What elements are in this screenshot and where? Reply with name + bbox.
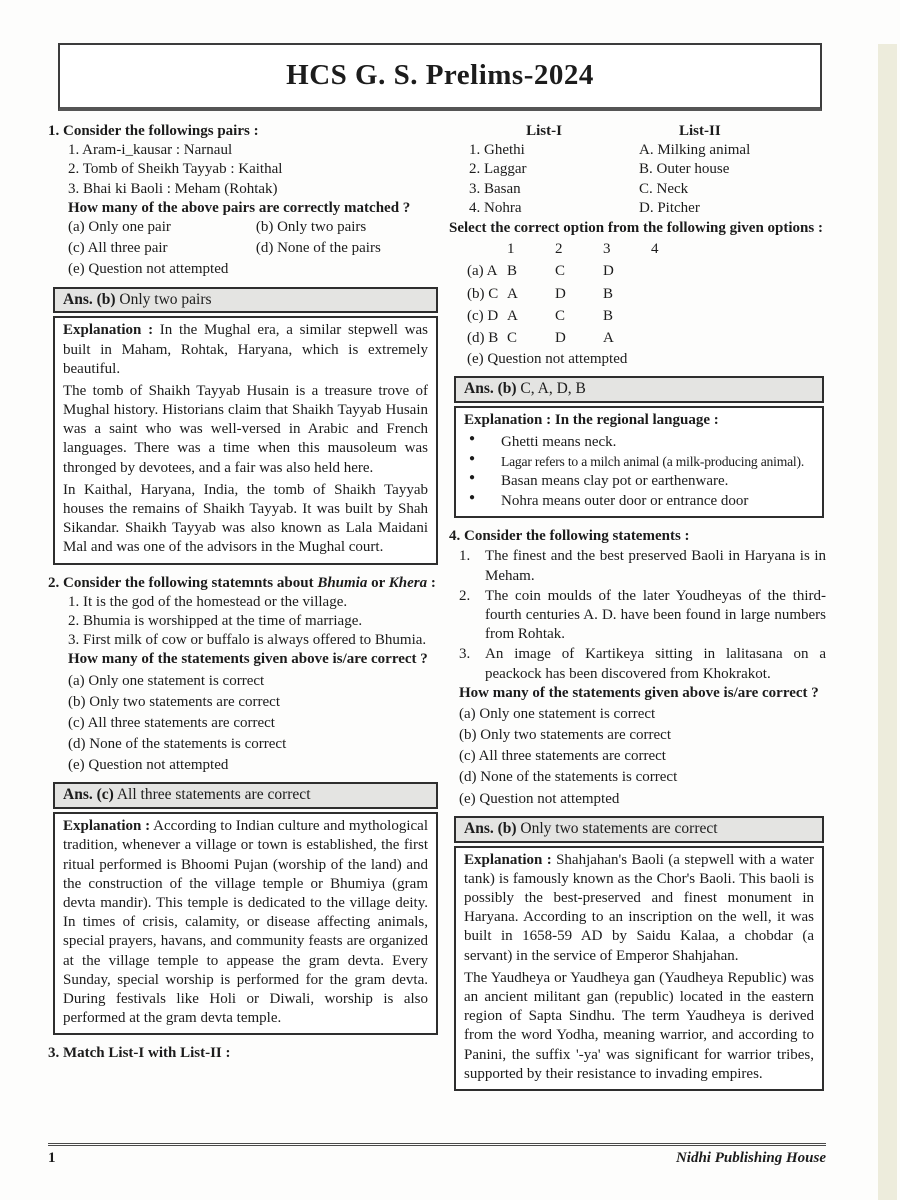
explanation-box-q2 xyxy=(53,812,438,1035)
statement-item: 2. Bhumia is worshipped at the time of marriage. xyxy=(68,612,363,629)
matrix-row-label: (a) A xyxy=(467,263,498,280)
matrix-header-cell: 2 xyxy=(555,241,563,258)
match-lists xyxy=(449,122,826,218)
matrix-cell: D xyxy=(603,263,614,280)
explanation-box-q4 xyxy=(454,846,824,1091)
list1-item: 3. Basan xyxy=(469,180,521,197)
question-4-options xyxy=(459,705,826,809)
explanation-paragraph: In the Mughal era, a similar stepwell was built in Maham, Rohtak, Haryana, which is extremely beautiful. xyxy=(63,322,428,377)
content-columns xyxy=(48,122,826,1100)
page-title: HCS G. S. Prelims-2024 xyxy=(286,59,594,92)
statement-item: 3. An image of Kartikeya sitting in lalitasana on a peackock has been discovered from Khokrakot. xyxy=(459,646,826,682)
list2-item: A. Milking animal xyxy=(639,142,751,159)
explanation-label: Explanation : In the regional language : xyxy=(464,412,719,429)
option-a: (a) Only one statement is correct xyxy=(459,705,656,722)
matrix-header-spacer xyxy=(467,240,507,259)
matrix-header-cell: 4 xyxy=(651,241,659,258)
explanation-paragraph: The tomb of Shaikh Tayyab Husain is a treasure trove of Mughal history. Historians claim that Shaikh Tayyab Husain was a saint who was well-versed in Arabic and French languages. There was a time when this mausoleum was thronged by devotees, and a fair was also held here. xyxy=(63,382,428,476)
matrix-cell: A xyxy=(603,329,614,346)
matrix-cell: C xyxy=(555,263,566,280)
list1-item: 2. Laggar xyxy=(469,161,527,178)
question-4-prompt: How many of the statements given above is/are correct ? xyxy=(459,684,819,701)
question-3 xyxy=(48,1044,440,1063)
bullet-item: ● Ghetti means neck. xyxy=(464,433,814,452)
answer-label: Ans. (b) xyxy=(464,819,517,837)
answer-text: Only two pairs xyxy=(119,290,212,308)
list2-header: List-II xyxy=(679,123,721,139)
statement-item: 2. The coin moulds of the later Youdheyas of the third-fourth centuries A. D. have been found in large numbers from Rohtak. xyxy=(459,587,826,643)
matrix-cell: C xyxy=(507,329,518,346)
answer-box-q2 xyxy=(53,782,438,809)
matrix-row-label: (b) C xyxy=(467,285,499,302)
matrix-cell: D xyxy=(555,329,566,346)
matrix-cell: C xyxy=(555,307,566,324)
option-a: (a) Only one pair xyxy=(68,218,171,235)
list2-item: C. Neck xyxy=(639,180,689,197)
matrix-cell: B xyxy=(603,285,614,302)
explanation-label: Explanation : xyxy=(63,322,154,339)
publisher-name: Nidhi Publishing House xyxy=(675,1150,826,1166)
option-e: (e) Question not attempted xyxy=(68,261,229,278)
option-d: (d) None of the statements is correct xyxy=(68,736,287,753)
question-3-title: 3. Match List-I with List-II : xyxy=(48,1045,231,1062)
matrix-cell: D xyxy=(555,285,566,302)
option-c: (c) All three statements are correct xyxy=(459,748,666,765)
question-4-number: 4. xyxy=(449,528,461,545)
option-d: (d) None of the pairs xyxy=(255,240,381,257)
bullet-icon: ● xyxy=(469,433,476,445)
right-column xyxy=(449,122,826,1100)
explanation-paragraph: According to Indian culture and mythological tradition, whenever a village or town is established, the first ritual performed is Bhoomi Pujan (worship of the land) and the construction of the village temple or Bhumiya (gram devta mandir). This temple is dedicated to the village deity. In times of crisis, calamity, or disease affecting animals, special prayers, havans, and community feasts are organized at the village temple to appease the gram devta. Every Sunday, special worship is performed for the gram devta. During festivals like Holi or Diwali, worship is also performed at the gram devta temple. xyxy=(63,818,428,1027)
option-e: (e) Question not attempted xyxy=(68,757,229,774)
question-1-prompt: How many of the above pairs are correctly matched ? xyxy=(68,199,411,216)
explanation-label: Explanation : xyxy=(464,851,552,868)
explanation-paragraph: Shahjahan's Baoli (a stepwell with a water tank) is famously known as the Chor's Baoli. This baoli is possibly the best-preserved and finest monument in Haryana. According to an inscription on the well, it was built in 1658-59 AD by Saidu Kalaa, a chobdar (a servant) in the service of Emperor Shahjahan. xyxy=(464,851,815,964)
matrix-row-label: (c) D xyxy=(467,307,499,324)
option-a: (a) Only one statement is correct xyxy=(68,672,265,689)
question-1-options xyxy=(68,218,440,280)
question-1-title: 1. Consider the followings pairs : xyxy=(48,123,259,139)
option-b: (b) Only two statements are correct xyxy=(459,727,671,744)
question-2-statements xyxy=(68,593,440,651)
bullet-item: ● Lagar refers to a milch animal (a milk-producing animal). xyxy=(464,453,814,470)
option-c: (c) All three statements are correct xyxy=(68,714,275,731)
answer-box-q3 xyxy=(454,376,824,403)
list2-item: D. Pitcher xyxy=(639,199,700,216)
option-matrix xyxy=(467,240,826,348)
pair-item: 1. Aram-i_kausar : Narnaul xyxy=(68,142,233,159)
answer-label: Ans. (b) xyxy=(464,380,517,398)
answer-text: All three statements are correct xyxy=(116,786,311,804)
list1-item: 1. Ghethi xyxy=(469,142,525,159)
question-1-pairs xyxy=(68,141,440,199)
bullet-icon: ● xyxy=(469,492,476,504)
explanation-paragraph: The Yaudheya or Yaudheya gan (Yaudheya Republic) was an ancient militant gan (republic) located in the eastern region of Sapta Sindhu. The term Yaudheya is derived from the word Yodha, meaning warrior, and according to Panini, the suffix '-ya' was significant for warrior tribes, supported by their resistance to invading empires. xyxy=(464,969,814,1082)
question-1 xyxy=(48,122,440,280)
question-4-title: 4. Consider the following statements : xyxy=(449,528,690,545)
bullet-icon: ● xyxy=(469,471,476,483)
question-2-prompt: How many of the statements given above is/are correct ? xyxy=(68,651,428,668)
list1-header: List-I xyxy=(526,123,562,139)
matrix-header-cell: 3 xyxy=(603,241,611,258)
option-e: (e) Question not attempted xyxy=(467,351,628,368)
option-b: (b) Only two statements are correct xyxy=(68,693,280,710)
page-footer xyxy=(48,1143,826,1168)
answer-text: C, A, D, B xyxy=(520,380,586,398)
page-number: 1 xyxy=(48,1150,56,1166)
question-1-number: 1. xyxy=(48,123,60,139)
statement-item: 1. The finest and the best preserved Baoli in Haryana is in Meham. xyxy=(459,548,826,584)
answer-text: Only two statements are correct xyxy=(520,819,718,837)
answer-box-q4 xyxy=(454,816,824,843)
option-d: (d) None of the statements is correct xyxy=(459,769,678,786)
question-4 xyxy=(449,527,826,809)
select-option-prompt: Select the correct option from the following given options : xyxy=(449,219,823,236)
title-box xyxy=(58,43,822,111)
pair-item: 2. Tomb of Sheikh Tayyab : Kaithal xyxy=(68,161,283,178)
explanation-paragraph: In Kaithal, Haryana, India, the tomb of Shaikh Tayyab houses the remains of Shaikh Tayyab. It was built by Shah Sikandar. Shaikh Tayyab was also known as Lala Maidani Mal and was one of the advisors in the Mughal court. xyxy=(63,481,428,556)
option-b: (b) Only two pairs xyxy=(255,218,367,235)
matrix-header-cell: 1 xyxy=(507,241,515,258)
answer-label: Ans. (c) xyxy=(63,786,114,804)
matrix-cell: B xyxy=(603,307,614,324)
bullet-item: ● Nohra means outer door or entrance door xyxy=(464,492,814,511)
answer-box-q1 xyxy=(53,287,438,314)
question-2 xyxy=(48,574,440,776)
question-4-statements xyxy=(459,547,826,683)
question-3-number: 3. xyxy=(48,1045,60,1062)
question-2-options xyxy=(68,672,440,776)
explanation-label: Explanation : xyxy=(63,818,151,835)
matrix-row-label: (d) B xyxy=(467,329,499,346)
scan-edge-strip xyxy=(878,44,897,1200)
statement-item: 3. First milk of cow or buffalo is always offered to Bhumia. xyxy=(68,632,427,649)
option-c: (c) All three pair xyxy=(68,240,168,257)
question-2-title: 2. Consider the following statemnts about Bhumia or Khera : xyxy=(48,574,436,591)
list1-item: 4. Nohra xyxy=(469,199,522,216)
question-2-number: 2. xyxy=(48,574,60,591)
explanation-box-q1 xyxy=(53,316,438,564)
statement-item: 1. It is the god of the homestead or the village. xyxy=(68,593,348,610)
list2-item: B. Outer house xyxy=(639,161,730,178)
option-e: (e) Question not attempted xyxy=(459,790,620,807)
pair-item: 3. Bhai ki Baoli : Meham (Rohtak) xyxy=(68,180,278,197)
matrix-cell: A xyxy=(507,307,518,324)
matrix-cell: B xyxy=(507,263,518,280)
bullet-item: ● Basan means clay pot or earthenware. xyxy=(464,472,814,491)
bullet-icon: ● xyxy=(469,453,476,465)
left-column xyxy=(48,122,440,1100)
explanation-box-q3 xyxy=(454,406,824,518)
answer-label: Ans. (b) xyxy=(63,290,116,308)
matrix-cell: A xyxy=(507,285,518,302)
